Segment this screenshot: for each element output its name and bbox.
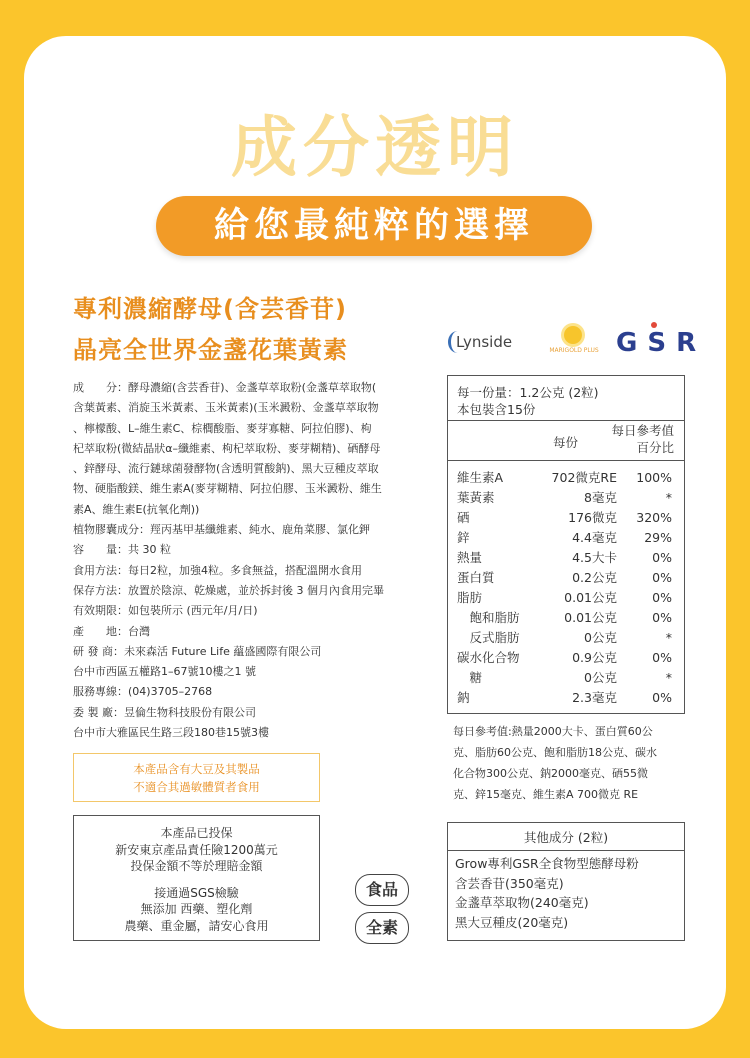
- spec-key: 服務專線：: [73, 685, 128, 699]
- lynside-logo: [446, 328, 528, 356]
- spec-value: 台灣: [128, 624, 150, 638]
- nutrient-daily-percent: 320%: [636, 510, 672, 525]
- nutrition-row: [448, 608, 684, 628]
- nutrient-name: 硒: [457, 510, 470, 525]
- nutrient-amount: 176微克: [568, 510, 617, 525]
- spec-value: 共 30 粒: [128, 543, 171, 557]
- nutrient-name: 鈉: [457, 690, 470, 705]
- spec-key: 成 分：: [73, 381, 128, 394]
- allergen-warning-line2: 不適合其過敏體質者食用: [133, 780, 260, 794]
- spec-row: [73, 520, 435, 540]
- nutrient-name: 葉黃素: [457, 490, 495, 505]
- insurance-line1: 本產品已投保: [160, 826, 233, 840]
- marigold-flower-icon: [564, 326, 582, 344]
- spec-row: [73, 662, 435, 682]
- spec-row: [73, 581, 435, 601]
- daily-reference-note: [453, 721, 685, 805]
- nutrient-amount: 4.4毫克: [572, 530, 617, 545]
- spec-key: 委 製 廠：: [73, 705, 124, 719]
- nutrient-amount: 2.3毫克: [572, 690, 617, 705]
- spec-value: 素A、維生素E(抗氧化劑)): [73, 502, 200, 516]
- other-ingredients-title: 其他成分 (2粒): [523, 830, 609, 845]
- spec-row: [73, 723, 435, 743]
- servings-per-pack: 本包裝含15份: [457, 402, 536, 417]
- product-spec-list: [73, 378, 435, 743]
- spec-value: (04)3705–2768: [128, 685, 213, 699]
- nutrient-name: 維生素A: [457, 470, 504, 485]
- column-daily-reference-line2: 百分比: [636, 440, 674, 455]
- spec-key: 植物膠囊成分：: [73, 523, 150, 537]
- spec-value: 昱倫生物科技股份有限公司: [124, 705, 256, 719]
- marigold-logo: [546, 326, 602, 360]
- spec-value: 、鋅酵母、流行鏈球菌發酵物(含透明質酸鈉)、黑大豆種皮萃取: [73, 462, 379, 476]
- insurance-line6: 農藥、重金屬，請安心食用: [124, 918, 269, 933]
- other-ingredients-box: [447, 822, 685, 941]
- nutrient-daily-percent: *: [665, 670, 672, 685]
- spec-value: 未來森活 Future Life 蘊盛國際有限公司: [124, 644, 322, 658]
- spec-row: [73, 703, 435, 723]
- marigold-logo-text: MARIGOLD PLUS: [549, 347, 599, 354]
- spec-row: [73, 561, 435, 581]
- spec-row: [73, 642, 435, 662]
- divider: [448, 460, 684, 461]
- spec-value: 杞萃取粉(微結晶狀α–纖維素、枸杞萃取粉、麥芽糊精)、硒酵母: [73, 441, 381, 455]
- nutrient-daily-percent: *: [665, 630, 672, 645]
- spec-row: [73, 622, 435, 642]
- divider: [448, 420, 684, 421]
- spec-value: 酵母濃縮(含芸香苷)、金盞草萃取粉(金盞草萃取物(: [128, 381, 377, 394]
- nutrition-rows: [448, 468, 684, 708]
- nutrition-row: [448, 668, 684, 688]
- nutrition-row: [448, 628, 684, 648]
- spec-row: [73, 682, 435, 702]
- product-title-line2: 晶亮全世界金盞花葉黃素: [73, 336, 348, 364]
- nutrition-row: [448, 548, 684, 568]
- nutrition-row: [448, 588, 684, 608]
- column-daily-reference-line1: 每日參考值: [611, 423, 674, 438]
- spec-value: 台中市西區五權路1–67號10樓之1 號: [73, 665, 256, 679]
- gsr-dot-icon: [651, 322, 657, 328]
- spec-key: 研 發 商：: [73, 644, 124, 658]
- nutrient-amount: 0.01公克: [564, 590, 617, 605]
- daily-reference-note-line: 克、鋅15毫克、維生素A 700微克 RE: [453, 788, 639, 801]
- nutrient-name: 鋅: [457, 530, 470, 545]
- nutrient-name: 反式脂肪: [457, 630, 520, 645]
- serving-size: 每一份量：1.2公克 (2粒): [457, 385, 599, 400]
- nutrient-name: 飽和脂肪: [457, 610, 520, 625]
- nutrient-daily-percent: 0%: [652, 650, 672, 665]
- nutrient-daily-percent: 29%: [644, 530, 672, 545]
- insurance-line4: 接通過SGS檢驗: [154, 885, 239, 900]
- spec-value: 物、硬脂酸鎂、維生素A(麥芽糊精、阿拉伯膠、玉米澱粉、維生: [73, 482, 382, 496]
- other-ingredient-item: 含芸香苷(350毫克): [455, 875, 564, 891]
- certification-logos: [446, 326, 707, 360]
- daily-reference-note-line: 化合物300公克、鈉2000毫克、硒55微: [453, 767, 648, 780]
- daily-reference-note-line: 克、脂肪60公克、飽和脂肪18公克、碳水: [453, 746, 657, 759]
- column-per-serving: 每份: [553, 435, 579, 450]
- product-title-line1: 專利濃縮酵母(含芸香苷): [73, 295, 347, 323]
- spec-row: [73, 398, 435, 418]
- other-ingredient-item: Grow專利GSR全食物型態酵母粉: [455, 856, 639, 871]
- spec-value: 如包裝所示 (西元年/月/日): [128, 604, 258, 618]
- hero-subtitle-pill: 給您最純粹的選擇: [156, 196, 592, 256]
- other-ingredient-item: 黑大豆種皮(20毫克): [455, 914, 569, 930]
- nutrient-daily-percent: 0%: [652, 550, 672, 565]
- other-ingredient-item: 金盞草萃取物(240毫克): [455, 895, 589, 910]
- insurance-line2: 新安東京產品責任險1200萬元: [115, 842, 278, 857]
- nutrient-amount: 0.9公克: [572, 650, 617, 665]
- food-badge: 食品: [355, 874, 409, 906]
- nutrition-row: [448, 468, 684, 488]
- nutrient-amount: 0.2公克: [572, 570, 617, 585]
- spec-key: 保存方法：: [73, 583, 128, 597]
- nutrient-amount: 8毫克: [584, 490, 617, 505]
- nutrient-name: 碳水化合物: [457, 650, 520, 665]
- spec-row: [73, 439, 435, 459]
- nutrient-daily-percent: 0%: [652, 610, 672, 625]
- spec-row: [73, 419, 435, 439]
- nutrient-amount: 702微克RE: [551, 470, 617, 485]
- nutrient-amount: 4.5大卡: [572, 550, 617, 565]
- nutrient-name: 蛋白質: [457, 570, 495, 585]
- spec-row: [73, 500, 435, 520]
- nutrition-row: [448, 528, 684, 548]
- spec-value: 台中市大雅區民生路三段180巷15號3樓: [73, 726, 269, 740]
- nutrient-daily-percent: 0%: [652, 690, 672, 705]
- lynside-logo-text: Lynside: [456, 333, 513, 351]
- spec-key: 產 地：: [73, 624, 128, 638]
- spec-row: [73, 378, 435, 398]
- spec-row: [73, 601, 435, 621]
- vegan-badge: 全素: [355, 912, 409, 944]
- nutrient-amount: 0公克: [584, 670, 617, 685]
- nutrient-amount: 0公克: [584, 630, 617, 645]
- spec-key: 容 量：: [73, 543, 128, 557]
- nutrient-daily-percent: 100%: [636, 470, 672, 485]
- nutrition-row: [448, 688, 684, 708]
- spec-value: 羥丙基甲基纖維素、純水、鹿角菜膠、氯化鉀: [150, 523, 370, 537]
- insurance-line5: 無添加 西藥、塑化劑: [140, 902, 253, 916]
- spec-row: [73, 459, 435, 479]
- nutrient-daily-percent: *: [665, 490, 672, 505]
- nutrition-facts-table: [447, 375, 685, 714]
- spec-row: [73, 479, 435, 499]
- daily-reference-note-line: 每日參考值:熱量2000大卡、蛋白質60公: [453, 725, 653, 738]
- nutrient-name: 糖: [457, 670, 483, 685]
- nutrition-row: [448, 648, 684, 668]
- spec-value: 每日2粒，加強4粒。多食無益，搭配溫開水食用: [128, 563, 362, 577]
- spec-row: [73, 540, 435, 560]
- spec-key: 有效期限：: [73, 604, 128, 618]
- hero-title: 成分透明: [231, 109, 519, 186]
- nutrition-row: [448, 508, 684, 528]
- nutrition-header: [457, 384, 599, 418]
- nutrient-amount: 0.01公克: [564, 610, 617, 625]
- insurance-line3: 投保金額不等於理賠金額: [130, 859, 263, 873]
- insurance-box: [73, 815, 320, 941]
- nutrition-row: [448, 568, 684, 588]
- other-ingredients-list: [455, 854, 639, 932]
- nutrient-daily-percent: 0%: [652, 570, 672, 585]
- spec-value: 、檸檬酸、L–維生素C、棕櫚酸脂、麥芽寡糖、阿拉伯膠)、枸: [73, 421, 372, 435]
- gsr-logo-text: GSR: [616, 328, 707, 358]
- nutrient-name: 脂肪: [457, 590, 483, 605]
- spec-key: 食用方法：: [73, 563, 128, 577]
- allergen-warning-line1: 本產品含有大豆及其製品: [133, 762, 260, 776]
- gsr-logo: [616, 328, 706, 358]
- allergen-warning-box: [73, 753, 320, 802]
- nutrition-row: [448, 488, 684, 508]
- divider: [448, 850, 684, 851]
- spec-value: 含葉黃素、消旋玉米黃素、玉米黃素)(玉米澱粉、金盞草萃取物: [73, 401, 379, 415]
- spec-value: 放置於陰涼、乾燥處，並於拆封後 3 個月內食用完畢: [128, 583, 384, 597]
- nutrient-name: 熱量: [457, 550, 483, 565]
- column-daily-reference: [594, 422, 674, 456]
- nutrient-daily-percent: 0%: [652, 590, 672, 605]
